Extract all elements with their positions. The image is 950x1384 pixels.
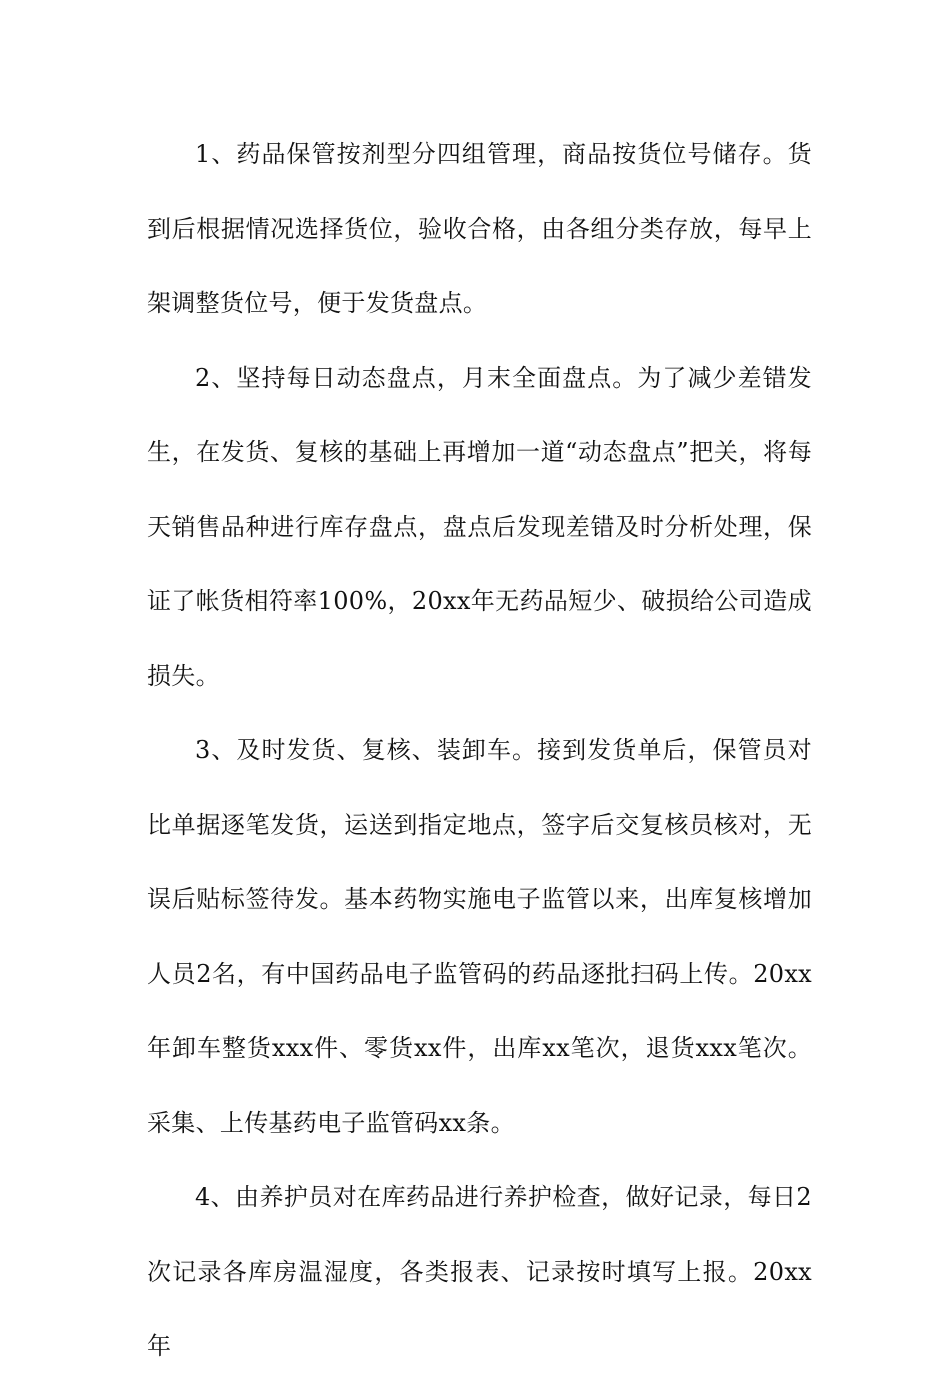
paragraph-4: 4、由养护员对在库药品进行养护检查，做好记录，每日2次记录各库房温湿度，各类报表、记录按时填写上报。20xx年 [147,1183,812,1360]
paragraph-1: 1、药品保管按剂型分四组管理，商品按货位号储存。货到后根据情况选择货位，验收合格，由各组分类存放，每早上架调整货位号，便于发货盘点。 [147,140,812,317]
paragraph-3: 3、及时发货、复核、装卸车。接到发货单后，保管员对比单据逐笔发货，运送到指定地点，签字后交复核员核对，无误后贴标签待发。基本药物实施电子监管以来，出库复核增加人员2名，有中国药品电子监管码的药品逐批扫码上传。20xx年卸车整货xxx件、零货xx件，出库xx笔次，退货xxx笔次。采集、上传基药电子监管码xx条。 [147,736,812,1137]
document-body [147,117,812,1384]
paragraph-2: 2、坚持每日动态盘点，月末全面盘点。为了减少差错发生，在发货、复核的基础上再增加一道“动态盘点”把关，将每天销售品种进行库存盘点，盘点后发现差错及时分析处理，保证了帐货相符率100%，20xx年无药品短少、破损给公司造成损失。 [147,363,812,690]
